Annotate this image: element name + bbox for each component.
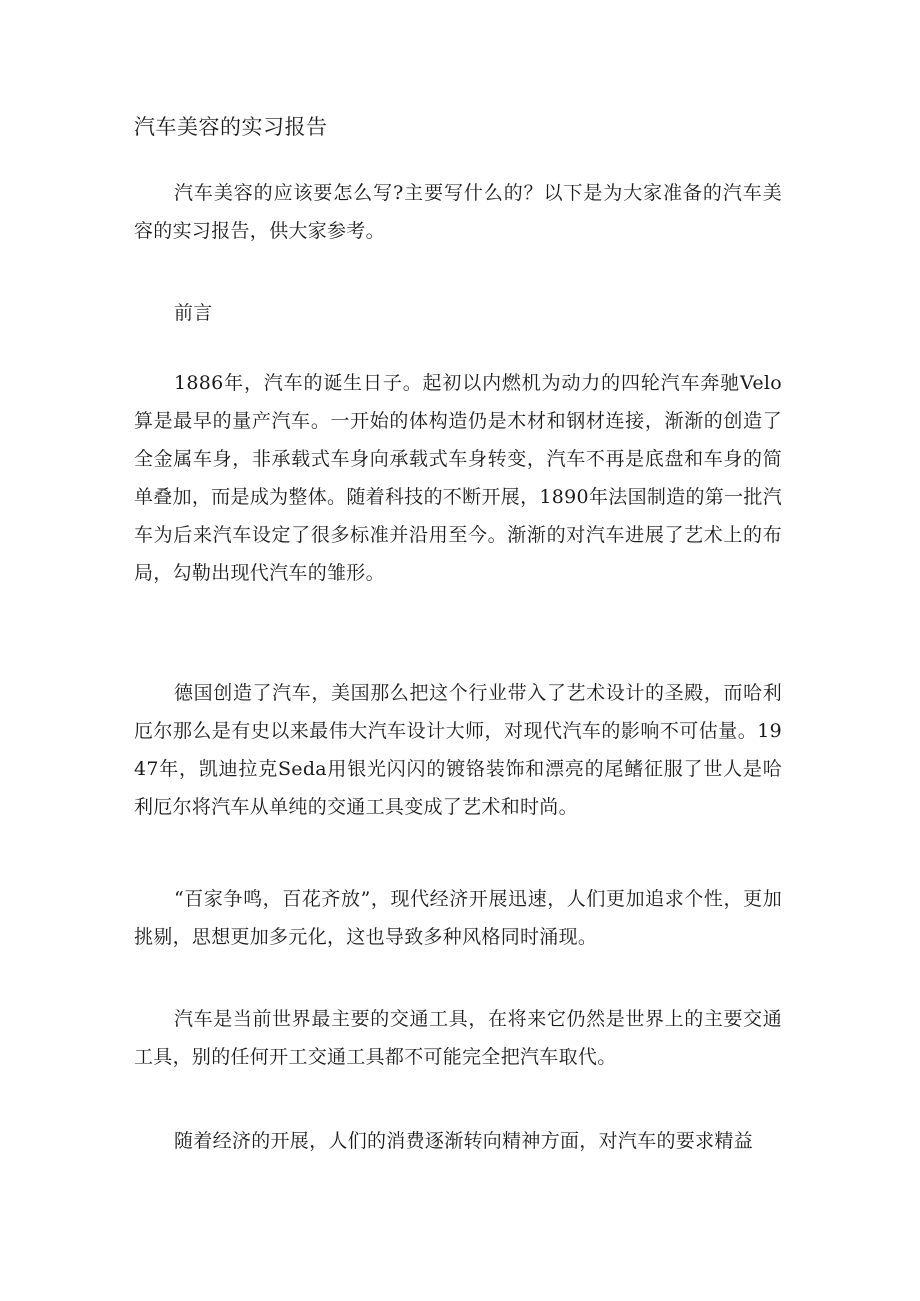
paragraph-design: 德国创造了汽车，美国那么把这个行业带入了艺术设计的圣殿，而哈利厄尔那么是有史以来最伟大汽车设计大师，对现代汽车的影响不可估量。1947年，凯迪拉克Seda用银光闪闪的镀铬装饰和漂亮的尾鳍征服了世人是哈利厄尔将汽车从单纯的交通工具变成了艺术和时尚。 [134, 682, 782, 818]
document-title: 汽车美容的实习报告 [134, 115, 328, 139]
paragraph-history: 1886年，汽车的诞生日子。起初以内燃机为动力的四轮汽车奔驰Velo算是最早的量产汽车。一开始的体构造仍是木材和钢材连接，渐渐的创造了全金属车身，非承载式车身向承载式车身转变，汽车不再是底盘和车身的简单叠加，而是成为整体。随着科技的不断开展，1890年法国制造的第一批汽车为后来汽车设定了很多标准并沿用至今。渐渐的对汽车进展了艺术上的布局，勾勒出现代汽车的雏形。 [134, 372, 782, 584]
paragraph-diversity: “百家争鸣，百花齐放”，现代经济开展迅速，人们更加追求个性，更加挑剔，思想更加多元化，这也导致多种风格同时涌现。 [134, 888, 782, 948]
paragraph-preface-heading: 前言 [174, 302, 213, 324]
paragraph-consumption: 随着经济的开展，人们的消费逐渐转向精神方面，对汽车的要求精益 [174, 1130, 754, 1152]
paragraph-transport: 汽车是当前世界最主要的交通工具，在将来它仍然是世界上的主要交通工具，别的任何开工交通工具都不可能完全把汽车取代。 [134, 1008, 782, 1068]
paragraph-intro: 汽车美容的应该要怎么写?主要写什么的？以下是为大家准备的汽车美容的实习报告，供大家参考。 [134, 182, 782, 242]
